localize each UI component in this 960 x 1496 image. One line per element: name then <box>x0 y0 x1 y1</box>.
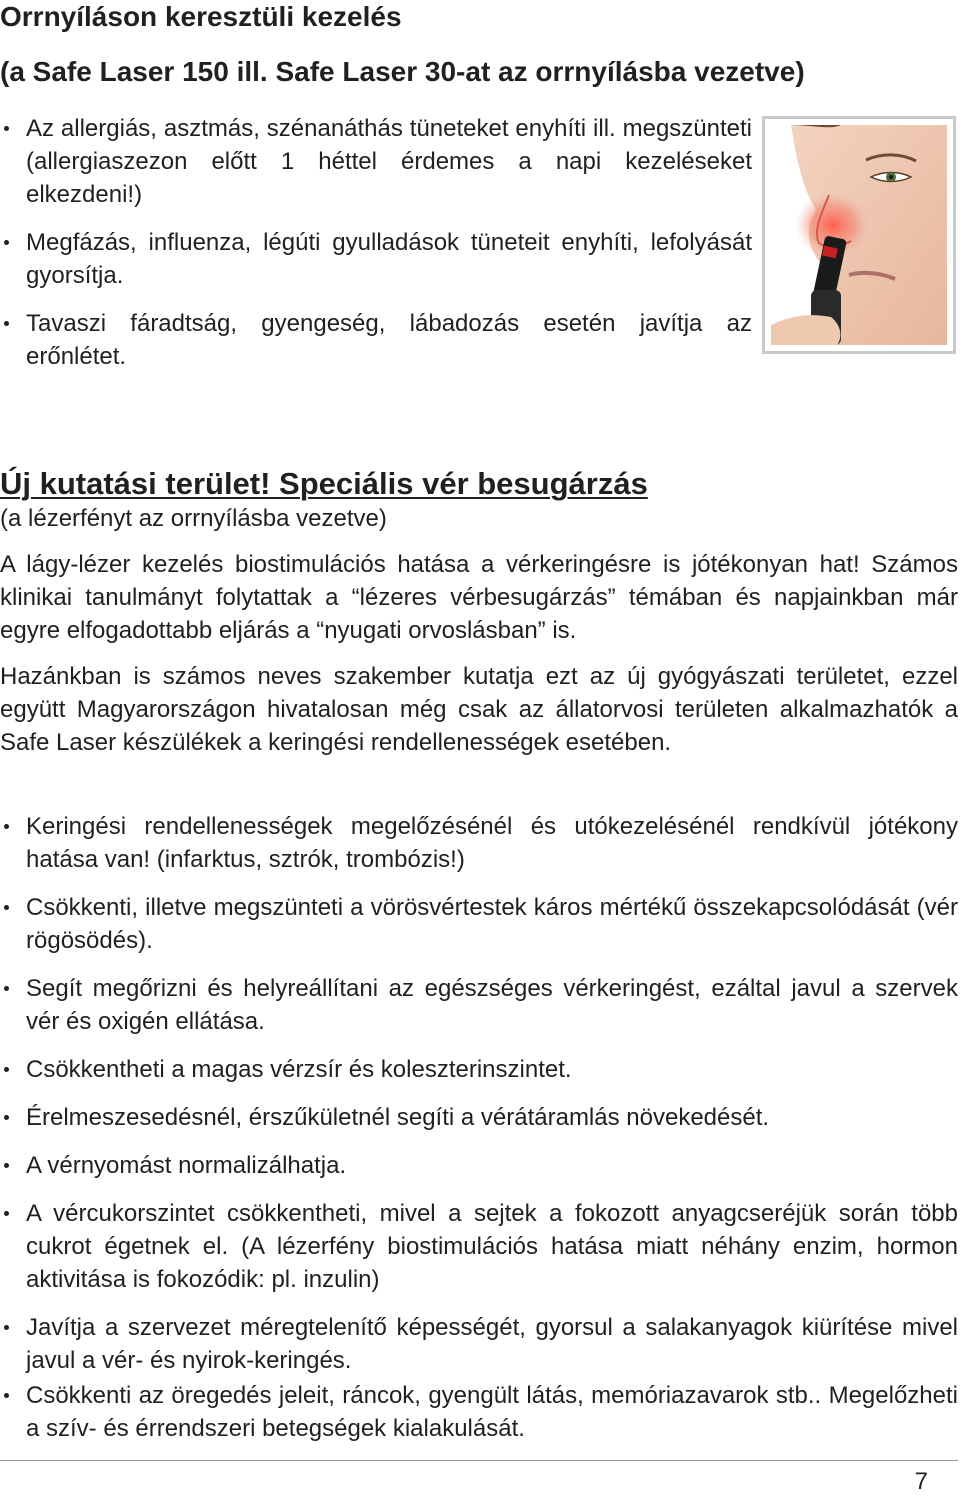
list-item: Megfázás, influenza, légúti gyulladások tüneteit enyhíti, lefolyását gyorsítja. <box>0 226 752 292</box>
list-item: Keringési rendellenességek megelőzésénél és utókezelésénél rendkívül jótékony hatása van! (infarktus, sztrók, trombózis!) <box>0 810 958 876</box>
benefits-list-nasal <box>0 112 752 388</box>
list-item: Javítja a szervezet méregtelenítő képességét, gyorsul a salakanyagok kiürítése mivel javul a vér- és nyirok-keringés. <box>0 1311 958 1377</box>
list-item: Csökkenti, illetve megszünteti a vörösvértestek káros mértékű összekapcsolódását (vér rögösödés). <box>0 891 958 957</box>
list-item: Csökkenti az öregedés jeleit, ráncok, gyengült látás, memóriazavarok stb.. Megelőzheti a szív- és érrendszeri betegségek kialakulását. <box>0 1379 958 1445</box>
list-item: Az allergiás, asztmás, szénanáthás tüneteket enyhíti ill. megszünteti (allergiaszezon előtt 1 héttel érdemes a napi kezeléseket elkezdeni!) <box>0 112 752 211</box>
paragraph-intro: A lágy-lézer kezelés biostimulációs hatása a vérkeringésre is jótékonyan hat! Számos klinikai tanulmányt folytattak a “lézeres vérbesugárzás” témában és napjainkban már egyre elfogadottabb eljárás a “nyugati orvoslásban” is. <box>0 551 958 644</box>
list-item: A vérnyomást normalizálhatja. <box>0 1149 958 1182</box>
list-item: Segít megőrizni és helyreállítani az egészséges vérkeringést, ezáltal javul a szervek vér és oxigén ellátása. <box>0 972 958 1038</box>
nasal-laser-photo <box>762 116 956 354</box>
page-subtitle: (a Safe Laser 150 ill. Safe Laser 30-at az orrnyílásba vezetve) <box>0 56 805 87</box>
section-heading-research: Új kutatási terület! Speciális vér besugárzás <box>0 466 648 501</box>
page-number: 7 <box>914 1468 928 1495</box>
list-item: Csökkentheti a magas vérzsír és koleszterinszintet. <box>0 1053 958 1086</box>
footer-divider <box>0 1460 958 1461</box>
section-subtitle: (a lézerfényt az orrnyílásba vezetve) <box>0 505 387 532</box>
page-title: Orrnyíláson keresztüli kezelés <box>0 1 402 32</box>
paragraph-hungary: Hazánkban is számos neves szakember kutatja ezt az új gyógyászati területet, ezzel együtt Magyarországon hivatalosan még csak az állatorvosi területen alkalmazhatók a Safe Laser készülékek a keringési rendellenességek esetében. <box>0 663 958 756</box>
list-item: A vércukorszintet csökkentheti, mivel a sejtek a fokozott anyagcseréjük során több cukrot égetnek el. (A lézerfény biostimulációs hatása miatt néhány enzim, hormon aktivitása is fokozódik: pl. inzulin) <box>0 1197 958 1296</box>
benefits-list-blood <box>0 810 958 1460</box>
list-item: Érelmeszesedésnél, érszűkületnél segíti a vérátáramlás növekedését. <box>0 1101 958 1134</box>
list-item: Tavaszi fáradtság, gyengeség, lábadozás esetén javítja az erőnlétet. <box>0 307 752 373</box>
nasal-laser-illustration-icon <box>771 125 947 345</box>
